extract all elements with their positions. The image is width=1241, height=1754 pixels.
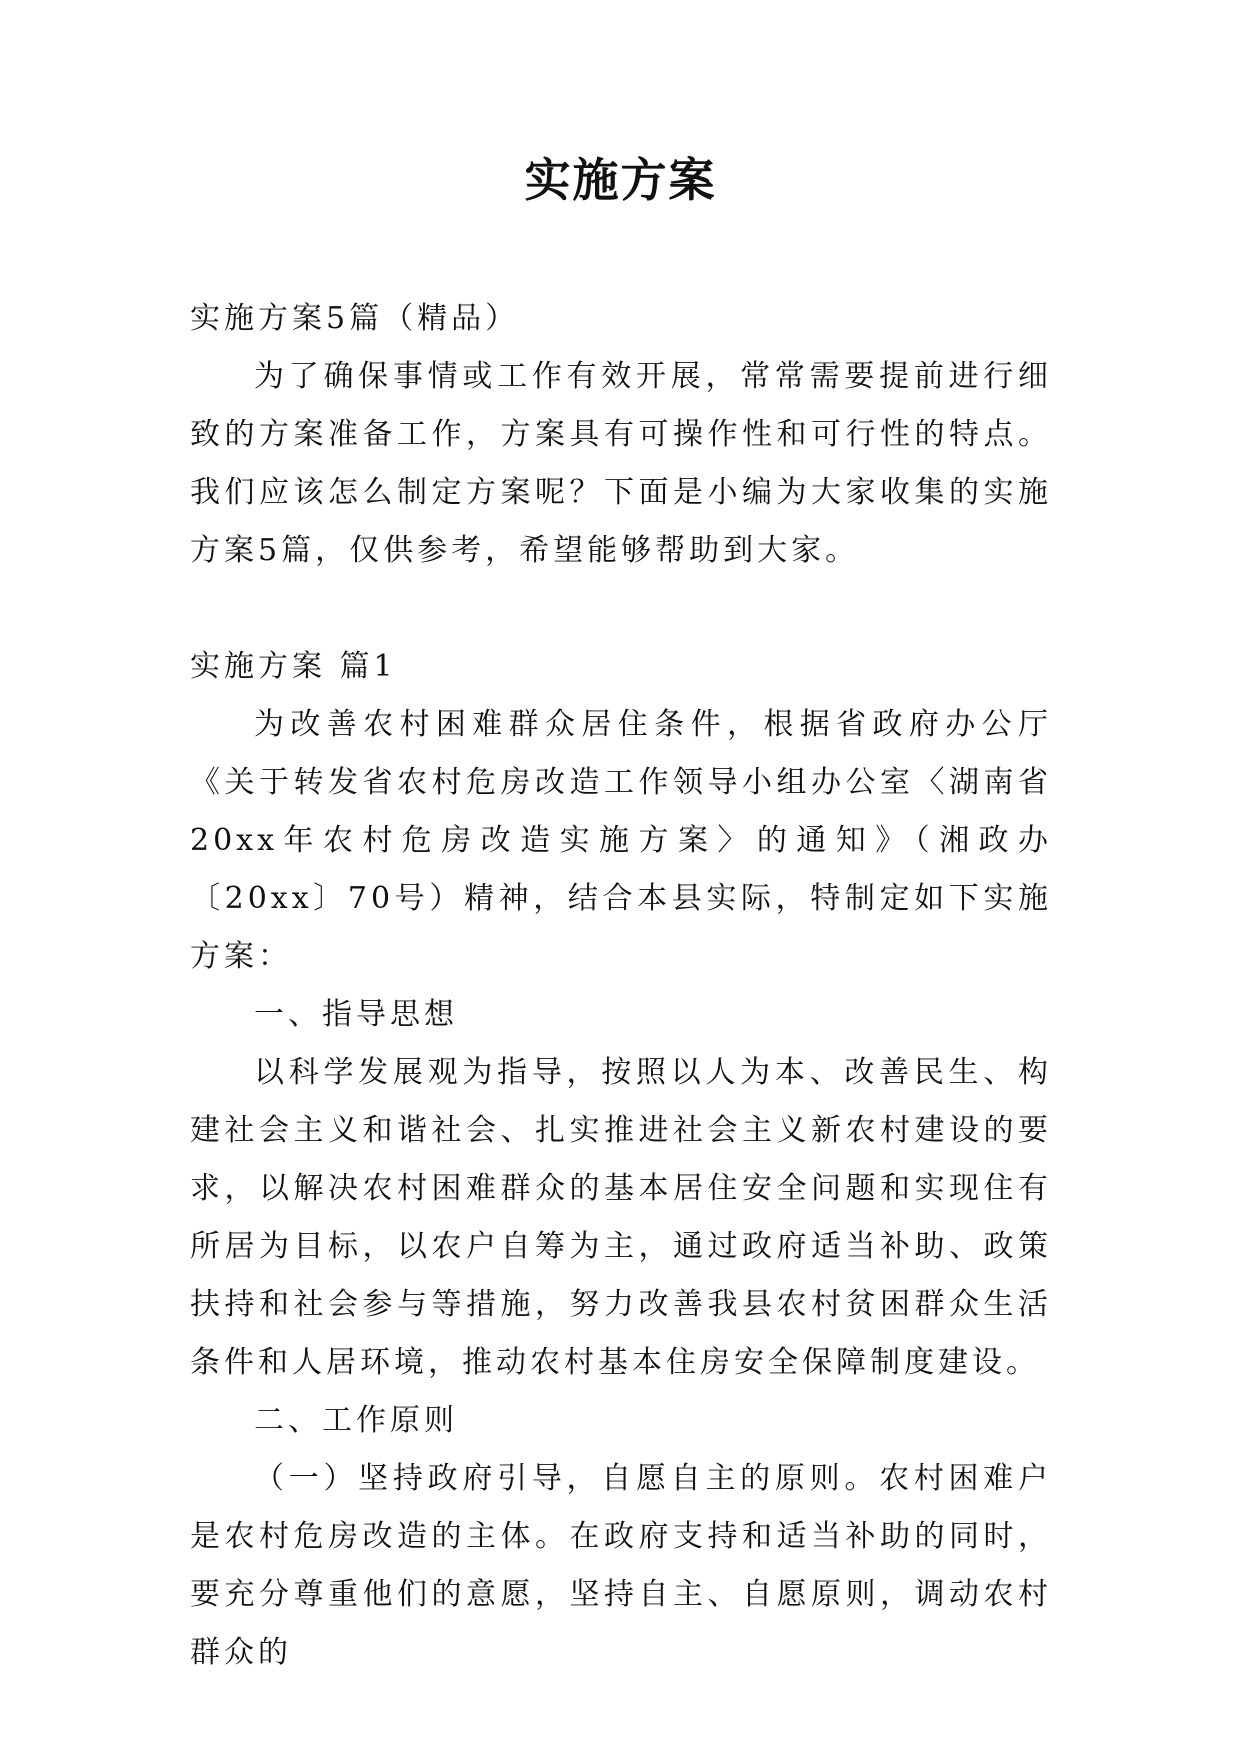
section-1-paragraph-1: 为改善农村困难群众居住条件，根据省政府办公厅《关于转发省农村危房改造工作领导小组办公室〈湖南省20xx年农村危房改造实施方案〉的通知》（湘政办〔20xx〕70号）精神，结合本县实际，特制定如下实施方案： bbox=[190, 707, 1052, 974]
section-1 bbox=[190, 638, 1052, 1682]
guiding-ideology-heading: 一、指导思想 bbox=[254, 997, 458, 1032]
intro-paragraph: 为了确保事情或工作有效开展，常常需要提前进行细致的方案准备工作，方案具有可操作性和可行性的特点。我们应该怎么制定方案呢？下面是小编为大家收集的实施方案5篇，仅供参考，希望能够帮助到大家。 bbox=[190, 359, 1052, 568]
section-1-heading: 实施方案 篇1 bbox=[190, 649, 397, 684]
guiding-ideology-paragraph: 以科学发展观为指导，按照以人为本、改善民生、构建社会主义和谐社会、扎实推进社会主义新农村建设的要求，以解决农村困难群众的基本居住安全问题和实现住有所居为目标，以农户自筹为主，通过政府适当补助、政策扶持和社会参与等措施，努力改善我县农村贫困群众生活条件和人居环境，推动农村基本住房安全保障制度建设。 bbox=[190, 1055, 1052, 1380]
intro-block bbox=[190, 290, 1052, 580]
work-principles-paragraph-1: （一）坚持政府引导，自愿自主的原则。农村困难户是农村危房改造的主体。在政府支持和适当补助的同时，要充分尊重他们的意愿，坚持自主、自愿原则，调动农村群众的 bbox=[190, 1461, 1052, 1670]
document-title: 实施方案 bbox=[524, 153, 717, 207]
work-principles-heading: 二、工作原则 bbox=[254, 1403, 458, 1438]
document-subtitle: 实施方案5篇（精品） bbox=[190, 301, 520, 336]
